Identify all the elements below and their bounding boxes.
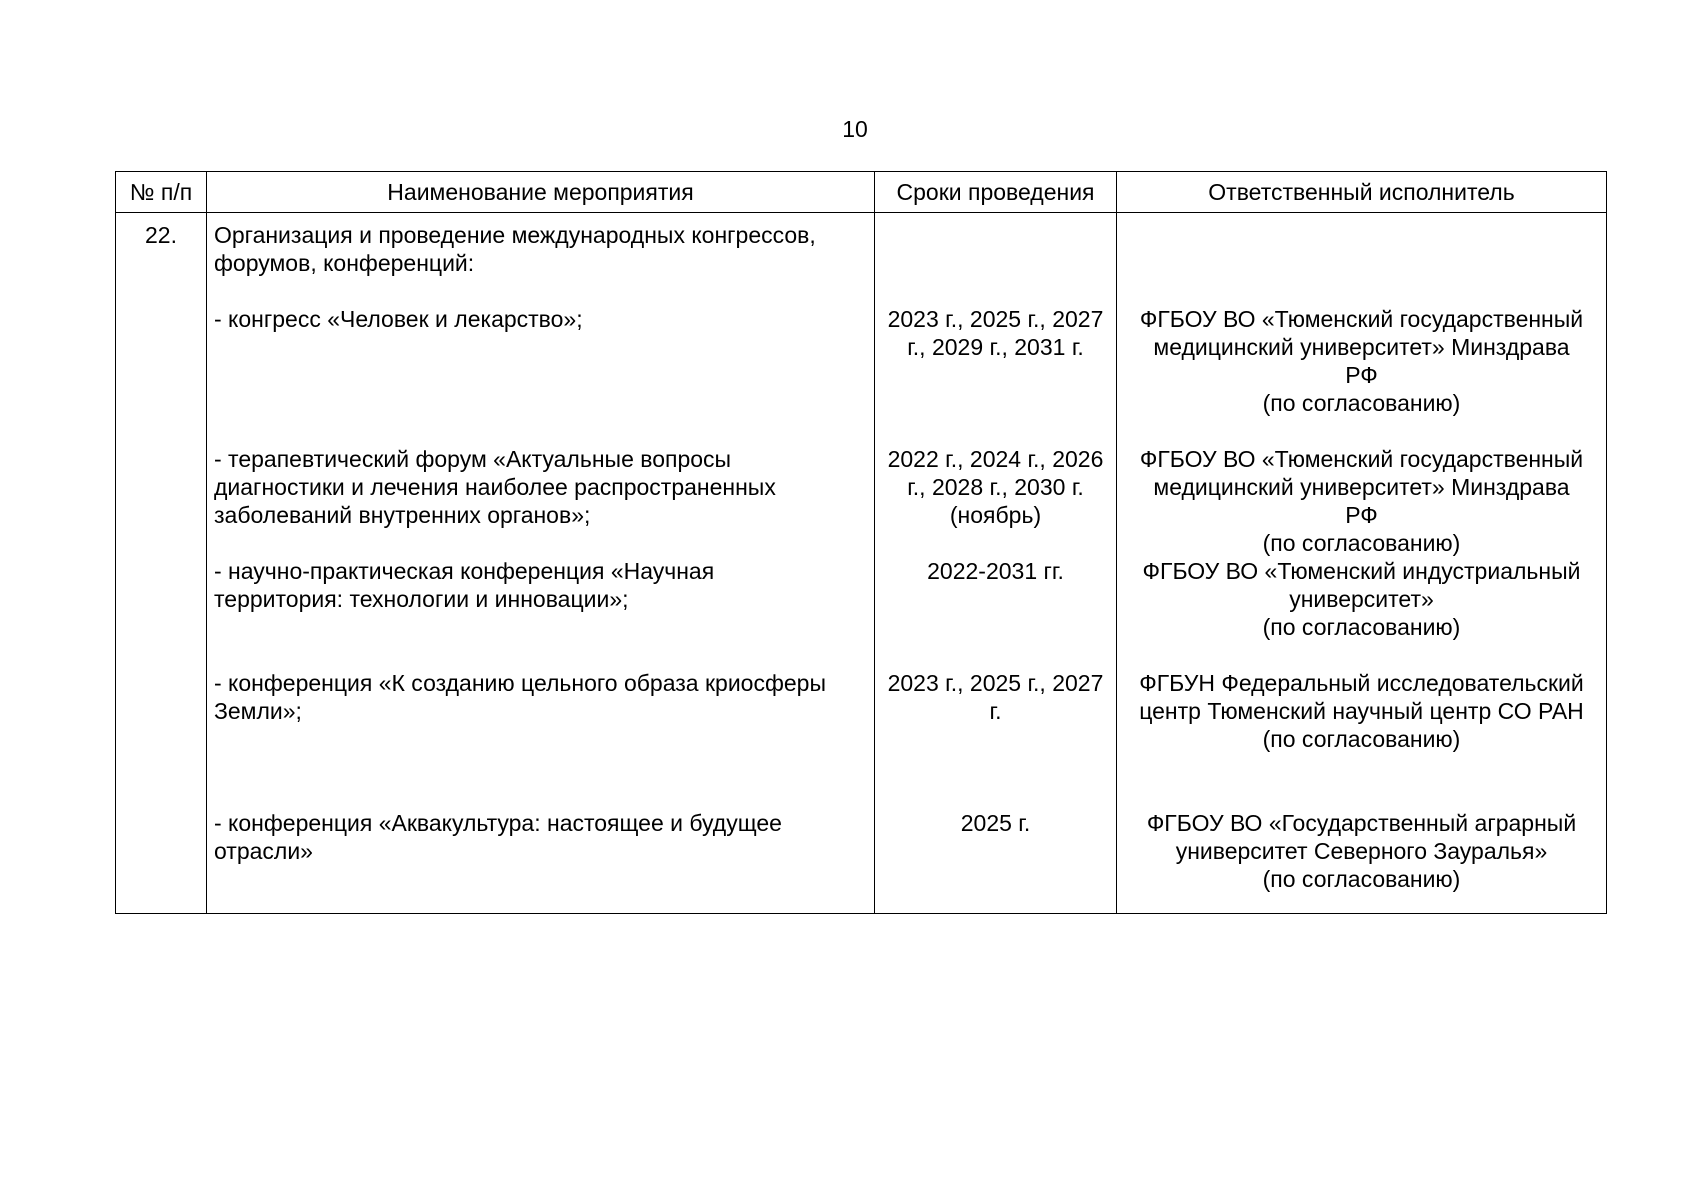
intro-line: форумов, конференций: bbox=[214, 250, 475, 276]
event-name-4 bbox=[214, 809, 868, 913]
event-dates-line: (ноябрь) bbox=[949, 502, 1042, 528]
page-number: 10 bbox=[842, 116, 868, 142]
responsible-4 bbox=[1121, 809, 1602, 913]
header-dates: Сроки проведения bbox=[875, 172, 1117, 213]
event-dates-0 bbox=[879, 305, 1112, 445]
event-name-line: диагностики и лечения наиболее распространенных bbox=[214, 474, 776, 500]
responsible-0 bbox=[1121, 305, 1602, 445]
event-dates-line: г., 2028 г., 2030 г. bbox=[907, 474, 1084, 500]
header-responsible: Ответственный исполнитель bbox=[1117, 172, 1607, 213]
event-name-line: - конгресс «Человек и лекарство»; bbox=[214, 306, 583, 332]
event-dates-line: 2023 г., 2025 г., 2027 bbox=[887, 306, 1104, 332]
event-name-line: - конференция «Аквакультура: настоящее и будущее bbox=[214, 810, 782, 836]
responsible-line: ФГБОУ ВО «Тюменский государственный bbox=[1139, 446, 1584, 472]
event-name-line: заболеваний внутренних органов»; bbox=[214, 502, 591, 528]
responsible-line: медицинский университет» Минздрава bbox=[1153, 474, 1570, 500]
event-dates-2 bbox=[879, 557, 1112, 669]
responsible-line: ФГБОУ ВО «Государственный аграрный bbox=[1146, 810, 1577, 836]
responsible-line: (по согласованию) bbox=[1262, 530, 1461, 556]
header-name: Наименование мероприятия bbox=[207, 172, 875, 213]
intro-line: Организация и проведение международных конгрессов, bbox=[214, 222, 816, 248]
responsible-line: РФ bbox=[1345, 362, 1378, 388]
responsible-line: медицинский университет» Минздрава bbox=[1153, 334, 1570, 360]
event-name-line: Земли»; bbox=[214, 698, 302, 724]
event-dates-line: 2023 г., 2025 г., 2027 bbox=[887, 670, 1104, 696]
intro-text bbox=[214, 221, 868, 305]
event-name-line: - терапевтический форум «Актуальные вопросы bbox=[214, 446, 732, 472]
event-name-2 bbox=[214, 557, 868, 669]
events-table bbox=[115, 171, 1607, 914]
table-header-row bbox=[116, 172, 1607, 213]
responsible-2 bbox=[1121, 557, 1602, 669]
responsible-cell bbox=[1117, 213, 1607, 914]
responsible-line: ФГБОУ ВО «Тюменский государственный bbox=[1139, 306, 1584, 332]
responsible-3 bbox=[1121, 669, 1602, 809]
row-number-text: 22. bbox=[145, 222, 177, 248]
event-dates-4 bbox=[879, 809, 1112, 913]
responsible-line: (по согласованию) bbox=[1262, 866, 1461, 892]
responsible-line: центр Тюменский научный центр СО РАН bbox=[1139, 698, 1584, 724]
event-name-line: территория: технологии и инновации»; bbox=[214, 586, 629, 612]
event-dates-line: 2022-2031 гг. bbox=[927, 558, 1064, 584]
event-dates-line: 2025 г. bbox=[960, 810, 1031, 836]
row-number bbox=[116, 213, 207, 914]
table-row bbox=[116, 213, 1607, 914]
event-dates-1 bbox=[879, 445, 1112, 557]
responsible-line: университет Северного Зауралья» bbox=[1175, 838, 1548, 864]
responsible-line: ФГБОУ ВО «Тюменский индустриальный bbox=[1142, 558, 1581, 584]
event-name-cell bbox=[207, 213, 875, 914]
responsible-line: ФГБУН Федеральный исследовательский bbox=[1139, 670, 1584, 696]
responsible-1 bbox=[1121, 445, 1602, 557]
event-name-0 bbox=[214, 305, 868, 445]
event-dates-line: г. bbox=[989, 698, 1002, 724]
responsible-line: РФ bbox=[1345, 502, 1378, 528]
event-name-line: - конференция «К созданию цельного образа криосферы bbox=[214, 670, 826, 696]
event-dates-line: г., 2029 г., 2031 г. bbox=[907, 334, 1084, 360]
responsible-line: университет» bbox=[1289, 586, 1434, 612]
header-num: № п/п bbox=[116, 172, 207, 213]
event-name-3 bbox=[214, 669, 868, 809]
event-dates-cell bbox=[875, 213, 1117, 914]
event-name-1 bbox=[214, 445, 868, 557]
responsible-line: (по согласованию) bbox=[1262, 390, 1461, 416]
responsible-line: (по согласованию) bbox=[1262, 614, 1461, 640]
event-dates-line: 2022 г., 2024 г., 2026 bbox=[887, 446, 1104, 472]
event-dates-3 bbox=[879, 669, 1112, 809]
event-name-line: отрасли» bbox=[214, 838, 313, 864]
event-name-line: - научно-практическая конференция «Научная bbox=[214, 558, 715, 584]
responsible-line: (по согласованию) bbox=[1262, 726, 1461, 752]
